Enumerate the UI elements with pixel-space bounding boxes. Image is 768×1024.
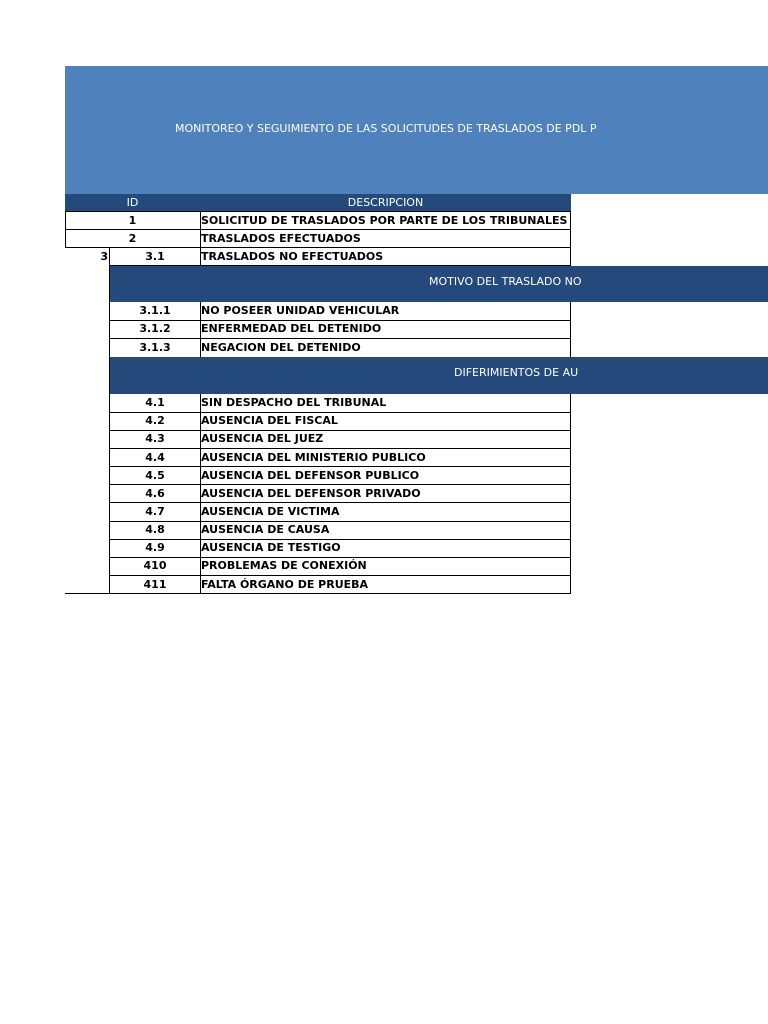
row-id: 4.7 bbox=[145, 505, 165, 518]
grid-line bbox=[110, 338, 571, 339]
grid-line bbox=[65, 593, 571, 594]
grid-line bbox=[110, 484, 571, 485]
row-id: 3.1 bbox=[145, 250, 165, 263]
grid-line bbox=[110, 575, 571, 576]
row-id: 4.5 bbox=[145, 469, 165, 482]
row-id: 4.8 bbox=[145, 523, 165, 536]
grid-line bbox=[110, 448, 571, 449]
grid-line bbox=[570, 212, 571, 266]
row-id: 4.1 bbox=[145, 396, 165, 409]
row-description: AUSENCIA DEL DEFENSOR PUBLICO bbox=[201, 469, 420, 482]
grid-line bbox=[110, 466, 571, 467]
row-id: 3.1.1 bbox=[139, 304, 171, 317]
grid-line bbox=[65, 211, 571, 212]
row-description: AUSENCIA DEL FISCAL bbox=[201, 414, 338, 427]
section-header-diferimientos bbox=[110, 357, 768, 394]
row-description: AUSENCIA DEL DEFENSOR PRIVADO bbox=[201, 487, 421, 500]
grid-line bbox=[570, 394, 571, 594]
report-title-band bbox=[65, 66, 768, 194]
row-description: AUSENCIA DEL MINISTERIO PUBLICO bbox=[201, 451, 426, 464]
grid-line bbox=[570, 302, 571, 357]
row-id: 4.3 bbox=[145, 432, 165, 445]
row-id: 410 bbox=[143, 559, 167, 572]
section-title: DIFERIMIENTOS DE AU bbox=[454, 366, 579, 379]
row-id: 4.2 bbox=[145, 414, 165, 427]
row-id: 411 bbox=[143, 578, 167, 591]
grid-line bbox=[200, 212, 201, 266]
row-id: 4.6 bbox=[145, 487, 165, 500]
row-description: ENFERMEDAD DEL DETENIDO bbox=[201, 322, 382, 335]
row-id: 4.9 bbox=[145, 541, 165, 554]
grid-line bbox=[110, 539, 571, 540]
grid-line bbox=[65, 212, 66, 248]
row-description: NEGACION DEL DETENIDO bbox=[201, 341, 361, 354]
row-description: FALTA ÓRGANO DE PRUEBA bbox=[201, 578, 369, 591]
grid-line bbox=[110, 430, 571, 431]
grid-line bbox=[65, 247, 571, 248]
grid-line bbox=[110, 502, 571, 503]
row-description: SIN DESPACHO DEL TRIBUNAL bbox=[201, 396, 387, 409]
row-description: TRASLADOS NO EFECTUADOS bbox=[201, 250, 384, 263]
grid-line bbox=[110, 412, 571, 413]
grid-line bbox=[110, 265, 571, 266]
row-description: PROBLEMAS DE CONEXIÓN bbox=[201, 559, 367, 572]
column-header-description: DESCRIPCION bbox=[200, 194, 571, 212]
row-description: AUSENCIA DE TESTIGO bbox=[201, 541, 341, 554]
row-description: TRASLADOS EFECTUADOS bbox=[201, 232, 361, 245]
grid-line bbox=[200, 394, 201, 594]
grid-line bbox=[109, 248, 110, 594]
row-id: 3.1.2 bbox=[139, 322, 171, 335]
row-id: 2 bbox=[128, 232, 137, 245]
column-header-id: ID bbox=[65, 194, 200, 212]
row-description: SOLICITUD DE TRASLADOS POR PARTE DE LOS TRIBUNALES bbox=[201, 214, 568, 227]
row-id: 1 bbox=[128, 214, 137, 227]
row-description: AUSENCIA DE CAUSA bbox=[201, 523, 330, 536]
section-header-motivo bbox=[110, 266, 768, 302]
row-id: 4.4 bbox=[145, 451, 165, 464]
row-description: NO POSEER UNIDAD VEHICULAR bbox=[201, 304, 400, 317]
grid-line bbox=[110, 557, 571, 558]
grid-line bbox=[110, 521, 571, 522]
row-id: 3.1.3 bbox=[139, 341, 171, 354]
row-group-id: 3 bbox=[100, 250, 108, 263]
grid-line bbox=[65, 229, 571, 230]
section-title: MOTIVO DEL TRASLADO NO bbox=[429, 275, 582, 288]
report-title: MONITOREO Y SEGUIMIENTO DE LAS SOLICITUDES DE TRASLADOS DE PDL P bbox=[175, 122, 597, 135]
row-description: AUSENCIA DEL JUEZ bbox=[201, 432, 324, 445]
grid-line bbox=[110, 320, 571, 321]
grid-line bbox=[200, 302, 201, 357]
row-description: AUSENCIA DE VICTIMA bbox=[201, 505, 340, 518]
